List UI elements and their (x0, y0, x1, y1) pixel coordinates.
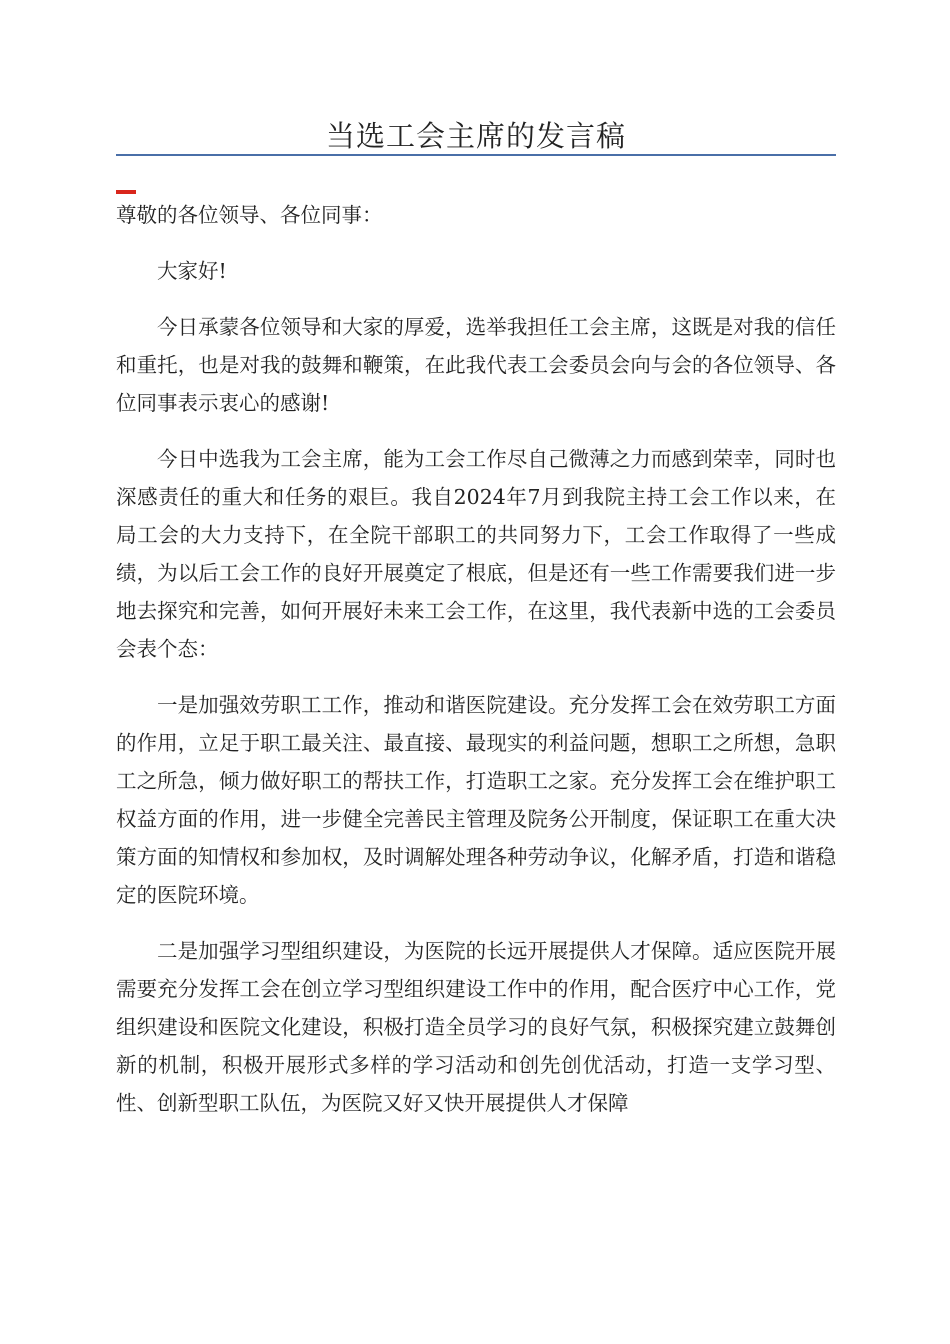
salutation: 尊敬的各位领导、各位同事： (116, 203, 383, 227)
document-body (116, 196, 836, 1122)
document-title: 当选工会主席的发言稿 (325, 119, 626, 153)
title-underline (116, 154, 836, 156)
red-accent-mark (116, 190, 136, 194)
paragraph-point-one: 一是加强效劳职工工作，推动和谐医院建设。充分发挥工会在效劳职工方面的作用，立足于职工最关注、最直接、最现实的利益问题，想职工之所想，急职工之所急，倾力做好职工的帮扶工作，打造职工之家。充分发挥工会在维护职工权益方面的作用，进一步健全完善民主管理及院务公开制度，保证职工在重大决策方面的知情权和参加权，及时调解处理各种劳动争议，化解矛盾，打造和谐稳定的医院环境。 (116, 693, 836, 907)
paragraph-responsibility: 今日中选我为工会主席，能为工会工作尽自己微薄之力而感到荣幸，同时也深感责任的重大和任务的艰巨。我自2024年7月到我院主持工会工作以来，在局工会的大力支持下，在全院干部职工的共同努力下，工会工作取得了一些成绩，为以后工会工作的良好开展奠定了根底，但是还有一些工作需要我们进一步地去探究和完善，如何开展好未来工会工作，在这里，我代表新中选的工会委员会表个态： (116, 447, 836, 661)
paragraph-thanks: 今日承蒙各位领导和大家的厚爱，选举我担任工会主席，这既是对我的信任和重托，也是对我的鼓舞和鞭策，在此我代表工会委员会向与会的各位领导、各位同事表示衷心的感谢! (116, 315, 836, 415)
paragraph-greeting: 大家好! (157, 259, 227, 283)
paragraph-point-two: 二是加强学习型组织建设，为医院的长远开展提供人才保障。适应医院开展需要充分发挥工会在创立学习型组织建设工作中的作用，配合医疗中心工作，党组织建设和医院文化建设，积极打造全员学习的良好气氛，积极探究建立鼓舞创新的机制，积极开展形式多样的学习活动和创先创优活动，打造一支学习型、性、创新型职工队伍，为医院又好又快开展提供人才保障 (116, 939, 836, 1115)
